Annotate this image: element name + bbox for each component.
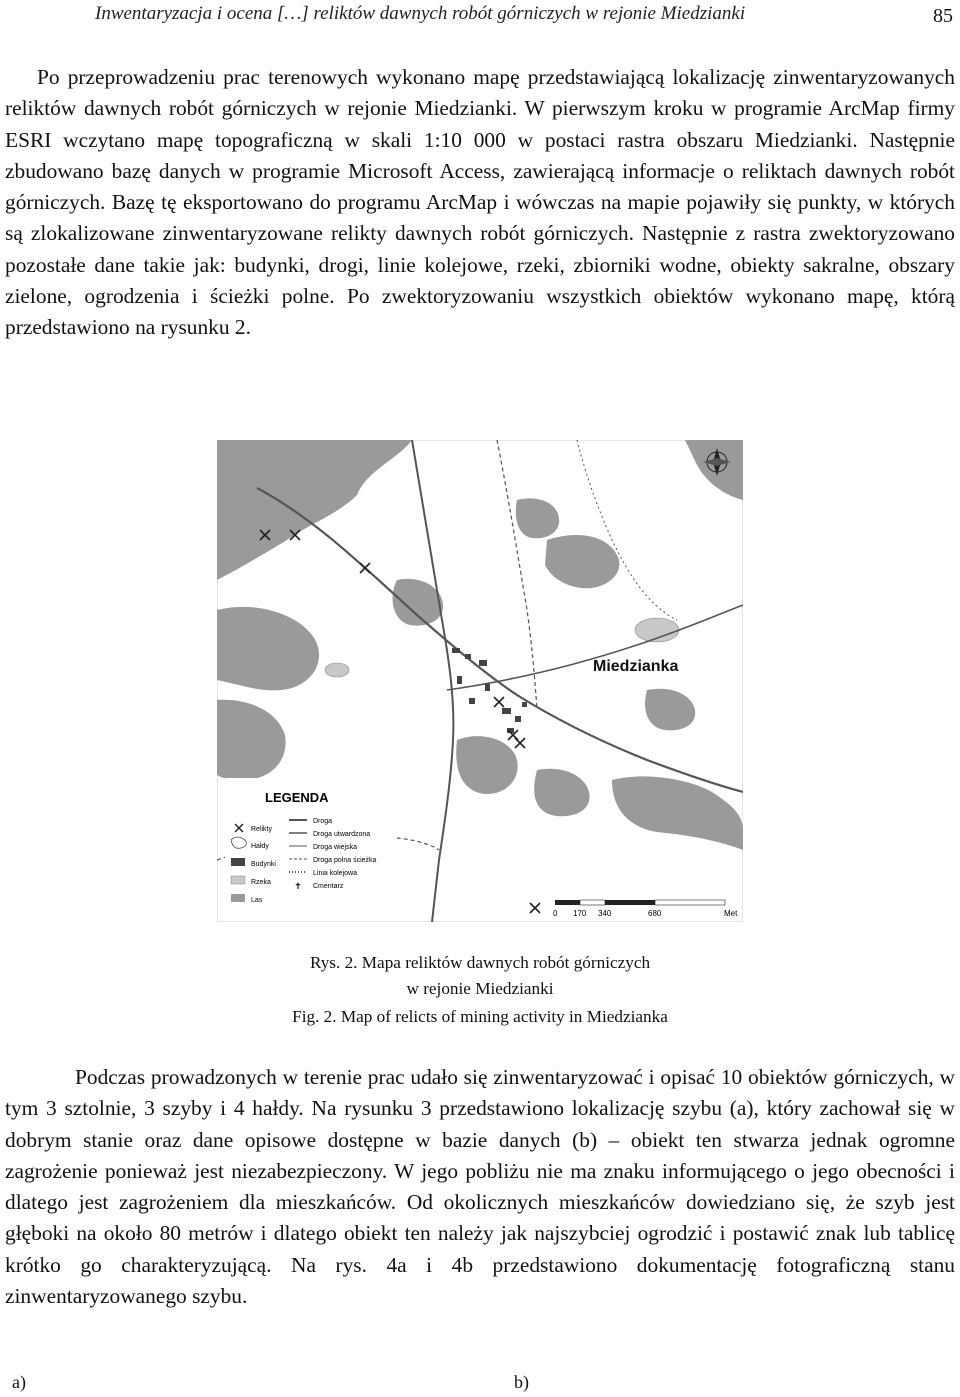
caption-line: Rys. 2. Mapa reliktów dawnych robót górniczych	[309, 953, 651, 972]
paragraph-2: Podczas prowadzonych w terenie prac udało się zinwentaryzować i opisać 10 obiektów górniczych, w tym 3 sztolnie, 3 szyby i 4 hałdy. Na rysunku 3 przedstawiono lokalizację szybu (a), który zachował się w dobrym stanie oraz dane opisowe dostępne w bazie danych (b) – obiekt ten stwarza jednak ogromne zagrożenie ponieważ jest niezabezpieczony. W jego pobliżu nie ma znaku informującego o jego obecności i dlatego jest zagrożeniem dla mieszkańców. Od okolicznych mieszkańców dowiedziano się, że szyb jest głęboki na około 80 metrów i dlatego obiekt ten należy jak najszybciej ogrodzić i postawić znak lub tablicę krótko go charakteryzującą. Na rys. 4a i 4b przedstawiono dokumentację fotograficzną stanu zinwentaryzowanego szybu.	[5, 1065, 955, 1309]
legend-label: Rzeka	[251, 879, 271, 886]
legend-label: Hałdy	[251, 843, 269, 850]
scale-unit: Met	[724, 909, 738, 918]
legend-building-icon	[231, 858, 245, 866]
legend-river-icon	[231, 876, 245, 884]
legend-label: Droga polna ścieżka	[313, 857, 377, 864]
scale-label: 0	[553, 909, 558, 918]
legend-label: Droga utwardzona	[313, 831, 371, 838]
legend-label: Droga	[313, 818, 333, 825]
pond	[325, 663, 349, 677]
scale-label: 340	[598, 909, 612, 918]
map-figure	[217, 440, 743, 922]
legend-label: Linia kolejowa	[313, 870, 357, 877]
page-number: 85	[933, 5, 953, 27]
running-title: Inwentaryzacja i ocena […] reliktów dawnych robót górniczych w rejonie Miedzianki	[95, 3, 746, 24]
place-label: Miedzianka	[593, 658, 679, 675]
subfigure-label-a: a)	[12, 1372, 26, 1392]
figure-caption-en: Fig. 2. Map of relicts of mining activity in Miedzianka	[292, 1007, 668, 1026]
legend-label: Las	[251, 897, 263, 904]
legend-label: Cmentarz	[313, 883, 344, 890]
map-legend	[225, 778, 397, 918]
map-svg	[217, 440, 743, 922]
legend-label: Relikty	[251, 826, 273, 833]
legend-label: Droga wiejska	[313, 844, 357, 851]
caption-line: w rejonie Miedzianki	[406, 979, 554, 998]
legend-forest-icon	[231, 894, 245, 902]
figure-caption-pl	[205, 950, 755, 1002]
subfigure-label-b: b)	[514, 1372, 529, 1392]
scale-label: 170	[573, 909, 587, 918]
legend-label: Budynki	[251, 861, 276, 868]
legend-cemetery-icon: ✝	[294, 881, 302, 891]
running-header	[95, 0, 953, 30]
legend-title: LEGENDA	[265, 790, 329, 805]
paragraph-1: Po przeprowadzeniu prac terenowych wykonano mapę przedstawiającą lokalizację zinwentaryzowanych reliktów dawnych robót górniczych w rejonie Miedzianki. W pierwszym kroku w programie ArcMap firmy ESRI wczytano mapę topograficzną w skali 1:10 000 w postaci rastra obszaru Miedzianki. Następnie zbudowano bazę danych w programie Microsoft Access, zawierającą informacje o reliktach dawnych robót górniczych. Bazę tę eksportowano do programu ArcMap i wówczas na mapie pojawiły się punkty, w których są zlokalizowane zinwentaryzowane relikty dawnych robót górniczych. Następnie z rastra zwektoryzowano pozostałe dane takie jak: budynki, drogi, linie kolejowe, rzeki, zbiorniki wodne, obiekty sakralne, obszary zielone, ogrodzenia i ścieżki polne. Po zwektoryzowaniu wszystkich obiektów wykonano mapę, którą przedstawiono na rysunku 2.	[5, 65, 955, 340]
scale-label: 680	[648, 909, 662, 918]
